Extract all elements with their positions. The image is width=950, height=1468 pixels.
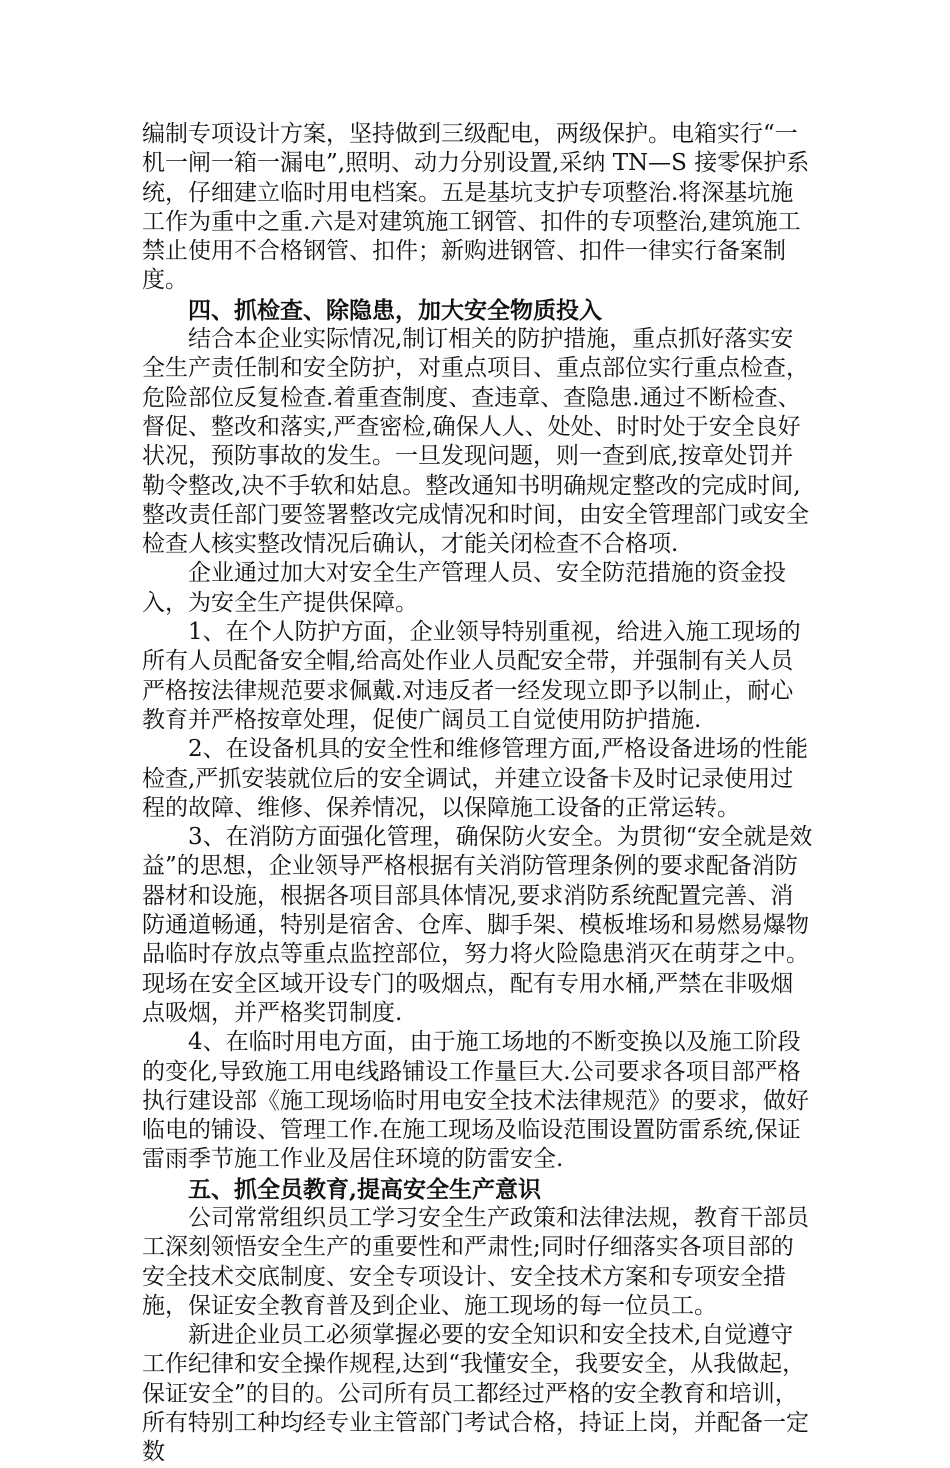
paragraph-continuation: 编制专项设计方案，坚持做到三级配电，两级保护。电箱实行“一机一闸一箱一漏电”,照明、动力分别设置,采纳 TN—S 接零保护系统，仔细建立临时用电档案。五是基坑支护专项整治.将深基坑施工作为重中之重.六是对建筑施工钢管、扣件的专项整治,建筑施工禁止使用不合格钢管、扣件；新购进钢管、扣件一律实行备案制度。 [142,121,810,294]
paragraph-inspection: 结合本企业实际情况,制订相关的防护措施，重点抓好落实安全生产责任制和安全防护，对重点项目、重点部位实行重点检查，危险部位反复检查.着重查制度、查违章、查隐患.通过不断检查、督促、整改和落实,严查密检,确保人人、处处、时时处于安全良好状况，预防事故的发生。一旦发现问题，则一查到底,按章处罚并勒令整改,决不手软和姑息。整改通知书明确规定整改的完成时间,整改责任部门要签署整改完成情况和时间，由安全管理部门或安全检查人核实整改情况后确认，才能关闭检查不合格项. [142,326,809,558]
paragraph-temporary-power: 4、在临时用电方面，由于施工场地的不断变换以及施工阶段的变化,导致施工用电线路铺设工作量巨大.公司要求各项目部严格执行建设部《施工现场临时用电安全技术法律规范》的要求，做好临电的铺设、管理工作.在施工现场及临设范围设置防雷系统,保证雷雨季节施工作业及居住环境的防雷安全. [142,1029,809,1173]
paragraph-personal-protection: 1、在个人防护方面，企业领导特别重视，给进入施工现场的所有人员配备安全帽,给高处作业人员配安全带，并强制有关人员严格按法律规范要求佩戴.对违反者一经发现立即予以制止，耐心教育并严格按章处理，促使广阔员工自觉使用防护措施. [142,619,801,733]
document-body [142,120,814,1468]
paragraph-fire-safety: 3、在消防方面强化管理，确保防火安全。为贯彻“安全就是效益”的思想，企业领导严格根据有关消防管理条例的要求配备消防器材和设施，根据各项目部具体情况,要求消防系统配置完善、消防通道畅通，特别是宿舍、仓库、脚手架、模板堆场和易燃易爆物品临时存放点等重点监控部位，努力将火险隐患消灭在萌芽之中。现场在安全区域开设专门的吸烟点，配有专用水桶,严禁在非吸烟点吸烟，并严格奖罚制度. [142,824,813,1026]
section-heading-4: 四、抓检查、除隐患，加大安全物质投入 [188,296,602,324]
paragraph-new-employees: 新进企业员工必须掌握必要的安全知识和安全技术,自觉遵守工作纪律和安全操作规程,达到“我懂安全，我要安全，从我做起，保证安全”的目的。公司所有员工都经过严格的安全教育和培训，所有特别工种均经专业主管部门考试合格，持证上岗，并配备一定数 [142,1322,809,1466]
paragraph-investment: 企业通过加大对安全生产管理人员、安全防范措施的资金投入，为安全生产提供保障。 [142,560,786,616]
section-heading-5: 五、抓全员教育,提高安全生产意识 [188,1175,542,1203]
paragraph-education: 公司常常组织员工学习安全生产政策和法律法规，教育干部员工深刻领悟安全生产的重要性和严肃性;同时仔细落实各项目部的安全技术交底制度、安全专项设计、安全技术方案和专项安全措施，保证安全教育普及到企业、施工现场的每一位员工。 [142,1204,809,1319]
paragraph-equipment: 2、在设备机具的安全性和维修管理方面,严格设备进场的性能检查,严抓安装就位后的安全调试，并建立设备卡及时记录使用过程的故障、维修、保养情况，以保障施工设备的正常运转。 [142,736,808,821]
